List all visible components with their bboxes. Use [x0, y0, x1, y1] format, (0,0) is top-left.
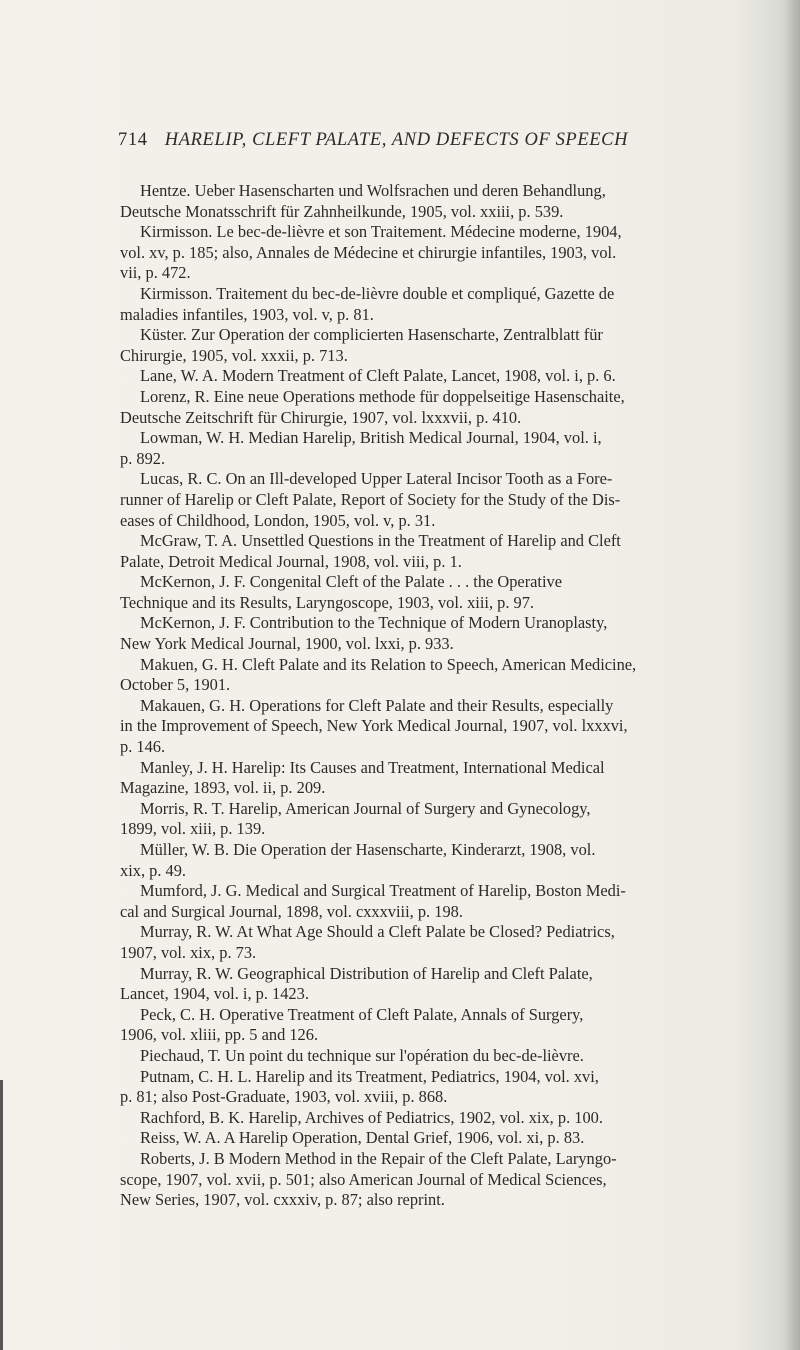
reference-line: October 5, 1901. — [120, 675, 231, 695]
reference-line: eases of Childhood, London, 1905, vol. v, p. 31. — [120, 510, 436, 530]
reference-entry — [120, 757, 740, 799]
reference-line: Lucas, R. C. On an Ill-developed Upper Lateral Incisor Tooth as a Fore- — [140, 469, 613, 489]
reference-entry — [120, 798, 740, 840]
reference-entry — [120, 695, 740, 758]
reference-entry — [120, 181, 740, 222]
reference-line: Roberts, J. B Modern Method in the Repair of the Cleft Palate, Laryngo- — [140, 1148, 617, 1168]
page-number: 714 — [118, 130, 148, 150]
reference-entry — [120, 469, 740, 531]
reference-entry — [120, 654, 740, 696]
running-header — [118, 130, 758, 151]
reference-entry — [120, 881, 740, 922]
reference-entry — [120, 572, 740, 613]
reference-entry — [120, 222, 740, 284]
binding-edge — [0, 1080, 3, 1350]
reference-line: in the Improvement of Speech, New York Medical Journal, 1907, vol. lxxxvi, — [120, 716, 628, 736]
reference-line: Mumford, J. G. Medical and Surgical Treatment of Harelip, Boston Medi- — [140, 881, 626, 901]
reference-line: Rachford, B. K. Harelip, Archives of Pediatrics, 1902, vol. xix, p. 100. — [140, 1107, 603, 1127]
reference-entry — [120, 1148, 740, 1211]
reference-line: Makuen, G. H. Cleft Palate and its Relation to Speech, American Medicine, — [140, 654, 637, 674]
reference-entry — [120, 1066, 740, 1108]
reference-line: Palate, Detroit Medical Journal, 1908, vol. viii, p. 1. — [120, 551, 462, 571]
reference-line: Deutsche Monatsschrift für Zahnheilkunde, 1905, vol. xxiii, p. 539. — [120, 201, 564, 221]
reference-line: Lancet, 1904, vol. i, p. 1423. — [120, 984, 309, 1004]
reference-line: New York Medical Journal, 1900, vol. lxxi, p. 933. — [120, 634, 454, 654]
reference-entry — [140, 1046, 740, 1067]
reference-line: Kirmisson. Le bec-de-lièvre et son Traitement. Médecine moderne, 1904, — [140, 222, 622, 242]
reference-entry — [120, 963, 740, 1005]
reference-line: Manley, J. H. Harelip: Its Causes and Treatment, International Medical — [140, 757, 605, 777]
reference-line: cal and Surgical Journal, 1898, vol. cxxxviii, p. 198. — [120, 901, 463, 921]
reference-line: vol. xv, p. 185; also, Annales de Médecine et chirurgie infantiles, 1903, vol. — [120, 242, 617, 262]
reference-line: Müller, W. B. Die Operation der Hasenscharte, Kinderarzt, 1908, vol. — [140, 840, 596, 859]
page-edge-shadow — [784, 0, 800, 1350]
reference-line: Piechaud, T. Un point du technique sur l'opération du bec-de-lièvre. — [140, 1045, 584, 1065]
reference-line: Hentze. Ueber Hasenscharten und Wolfsrachen und deren Behandlung, — [140, 181, 606, 200]
reference-entry — [120, 613, 740, 654]
reference-line: Deutsche Zeitschrift für Chirurgie, 1907, vol. lxxxvii, p. 410. — [120, 407, 522, 427]
reference-line: Makauen, G. H. Operations for Cleft Palate and their Results, especially — [140, 695, 614, 715]
reference-line: McKernon, J. F. Contribution to the Technique of Modern Uranoplasty, — [140, 613, 608, 633]
reference-line: xix, p. 49. — [120, 860, 187, 880]
reference-line: Küster. Zur Operation der complicierten Hasenscharte, Zentralblatt für — [140, 325, 603, 345]
reference-line: Reiss, W. A. A Harelip Operation, Dental Grief, 1906, vol. xi, p. 83. — [140, 1128, 585, 1148]
reference-line: Chirurgie, 1905, vol. xxxii, p. 713. — [120, 345, 348, 365]
reference-line: Magazine, 1893, vol. ii, p. 209. — [120, 778, 326, 798]
reference-entry — [120, 283, 740, 325]
reference-line: Peck, C. H. Operative Treatment of Cleft Palate, Annals of Surgery, — [140, 1004, 584, 1024]
reference-line: p. 146. — [120, 737, 166, 757]
reference-line: Technique and its Results, Laryngoscope, 1903, vol. xiii, p. 97. — [120, 592, 535, 612]
reference-entry — [120, 1004, 740, 1046]
reference-line: McGraw, T. A. Unsettled Questions in the Treatment of Harelip and Cleft — [140, 531, 621, 551]
reference-line: Murray, R. W. Geographical Distribution of Harelip and Cleft Palate, — [140, 963, 593, 983]
reference-line: runner of Harelip or Cleft Palate, Report of Society for the Study of the Dis- — [120, 489, 621, 509]
reference-line: Lane, W. A. Modern Treatment of Cleft Palate, Lancet, 1908, vol. i, p. 6. — [140, 366, 616, 386]
reference-entry — [120, 386, 740, 428]
reference-line: 1907, vol. xix, p. 73. — [120, 942, 257, 962]
reference-line: McKernon, J. F. Congenital Cleft of the Palate . . . the Operative — [140, 572, 563, 592]
reference-line: 1906, vol. xliii, pp. 5 and 126. — [120, 1025, 319, 1045]
reference-list — [120, 181, 740, 1211]
reference-line: 1899, vol. xiii, p. 139. — [120, 819, 266, 839]
reference-entry — [120, 531, 740, 572]
reference-entry — [120, 922, 740, 963]
reference-entry — [140, 1108, 740, 1129]
reference-entry — [120, 325, 740, 366]
reference-line: p. 892. — [120, 448, 166, 468]
reference-line: vii, p. 472. — [120, 263, 191, 283]
reference-line: Kirmisson. Traitement du bec-de-lièvre double et compliqué, Gazette de — [140, 283, 615, 303]
reference-entry — [140, 366, 740, 387]
reference-line: Morris, R. T. Harelip, American Journal of Surgery and Gynecology, — [140, 798, 591, 818]
reference-line: maladies infantiles, 1903, vol. v, p. 81. — [120, 304, 374, 324]
reference-entry — [120, 840, 740, 881]
reference-line: scope, 1907, vol. xvii, p. 501; also American Journal of Medical Sciences, — [120, 1169, 607, 1189]
reference-entry — [120, 428, 740, 469]
reference-entry — [140, 1128, 740, 1149]
reference-line: Lorenz, R. Eine neue Operations methode für doppelseitige Hasenschaite, — [140, 386, 625, 406]
reference-line: Putnam, C. H. L. Harelip and its Treatment, Pediatrics, 1904, vol. xvi, — [140, 1066, 599, 1086]
running-title: HARELIP, CLEFT PALATE, AND DEFECTS OF SPEECH — [164, 130, 629, 150]
reference-line: p. 81; also Post-Graduate, 1903, vol. xviii, p. 868. — [120, 1087, 448, 1107]
reference-line: New Series, 1907, vol. cxxxiv, p. 87; also reprint. — [120, 1190, 445, 1210]
reference-line: Murray, R. W. At What Age Should a Cleft Palate be Closed? Pediatrics, — [140, 922, 615, 942]
reference-line: Lowman, W. H. Median Harelip, British Medical Journal, 1904, vol. i, — [140, 428, 602, 448]
